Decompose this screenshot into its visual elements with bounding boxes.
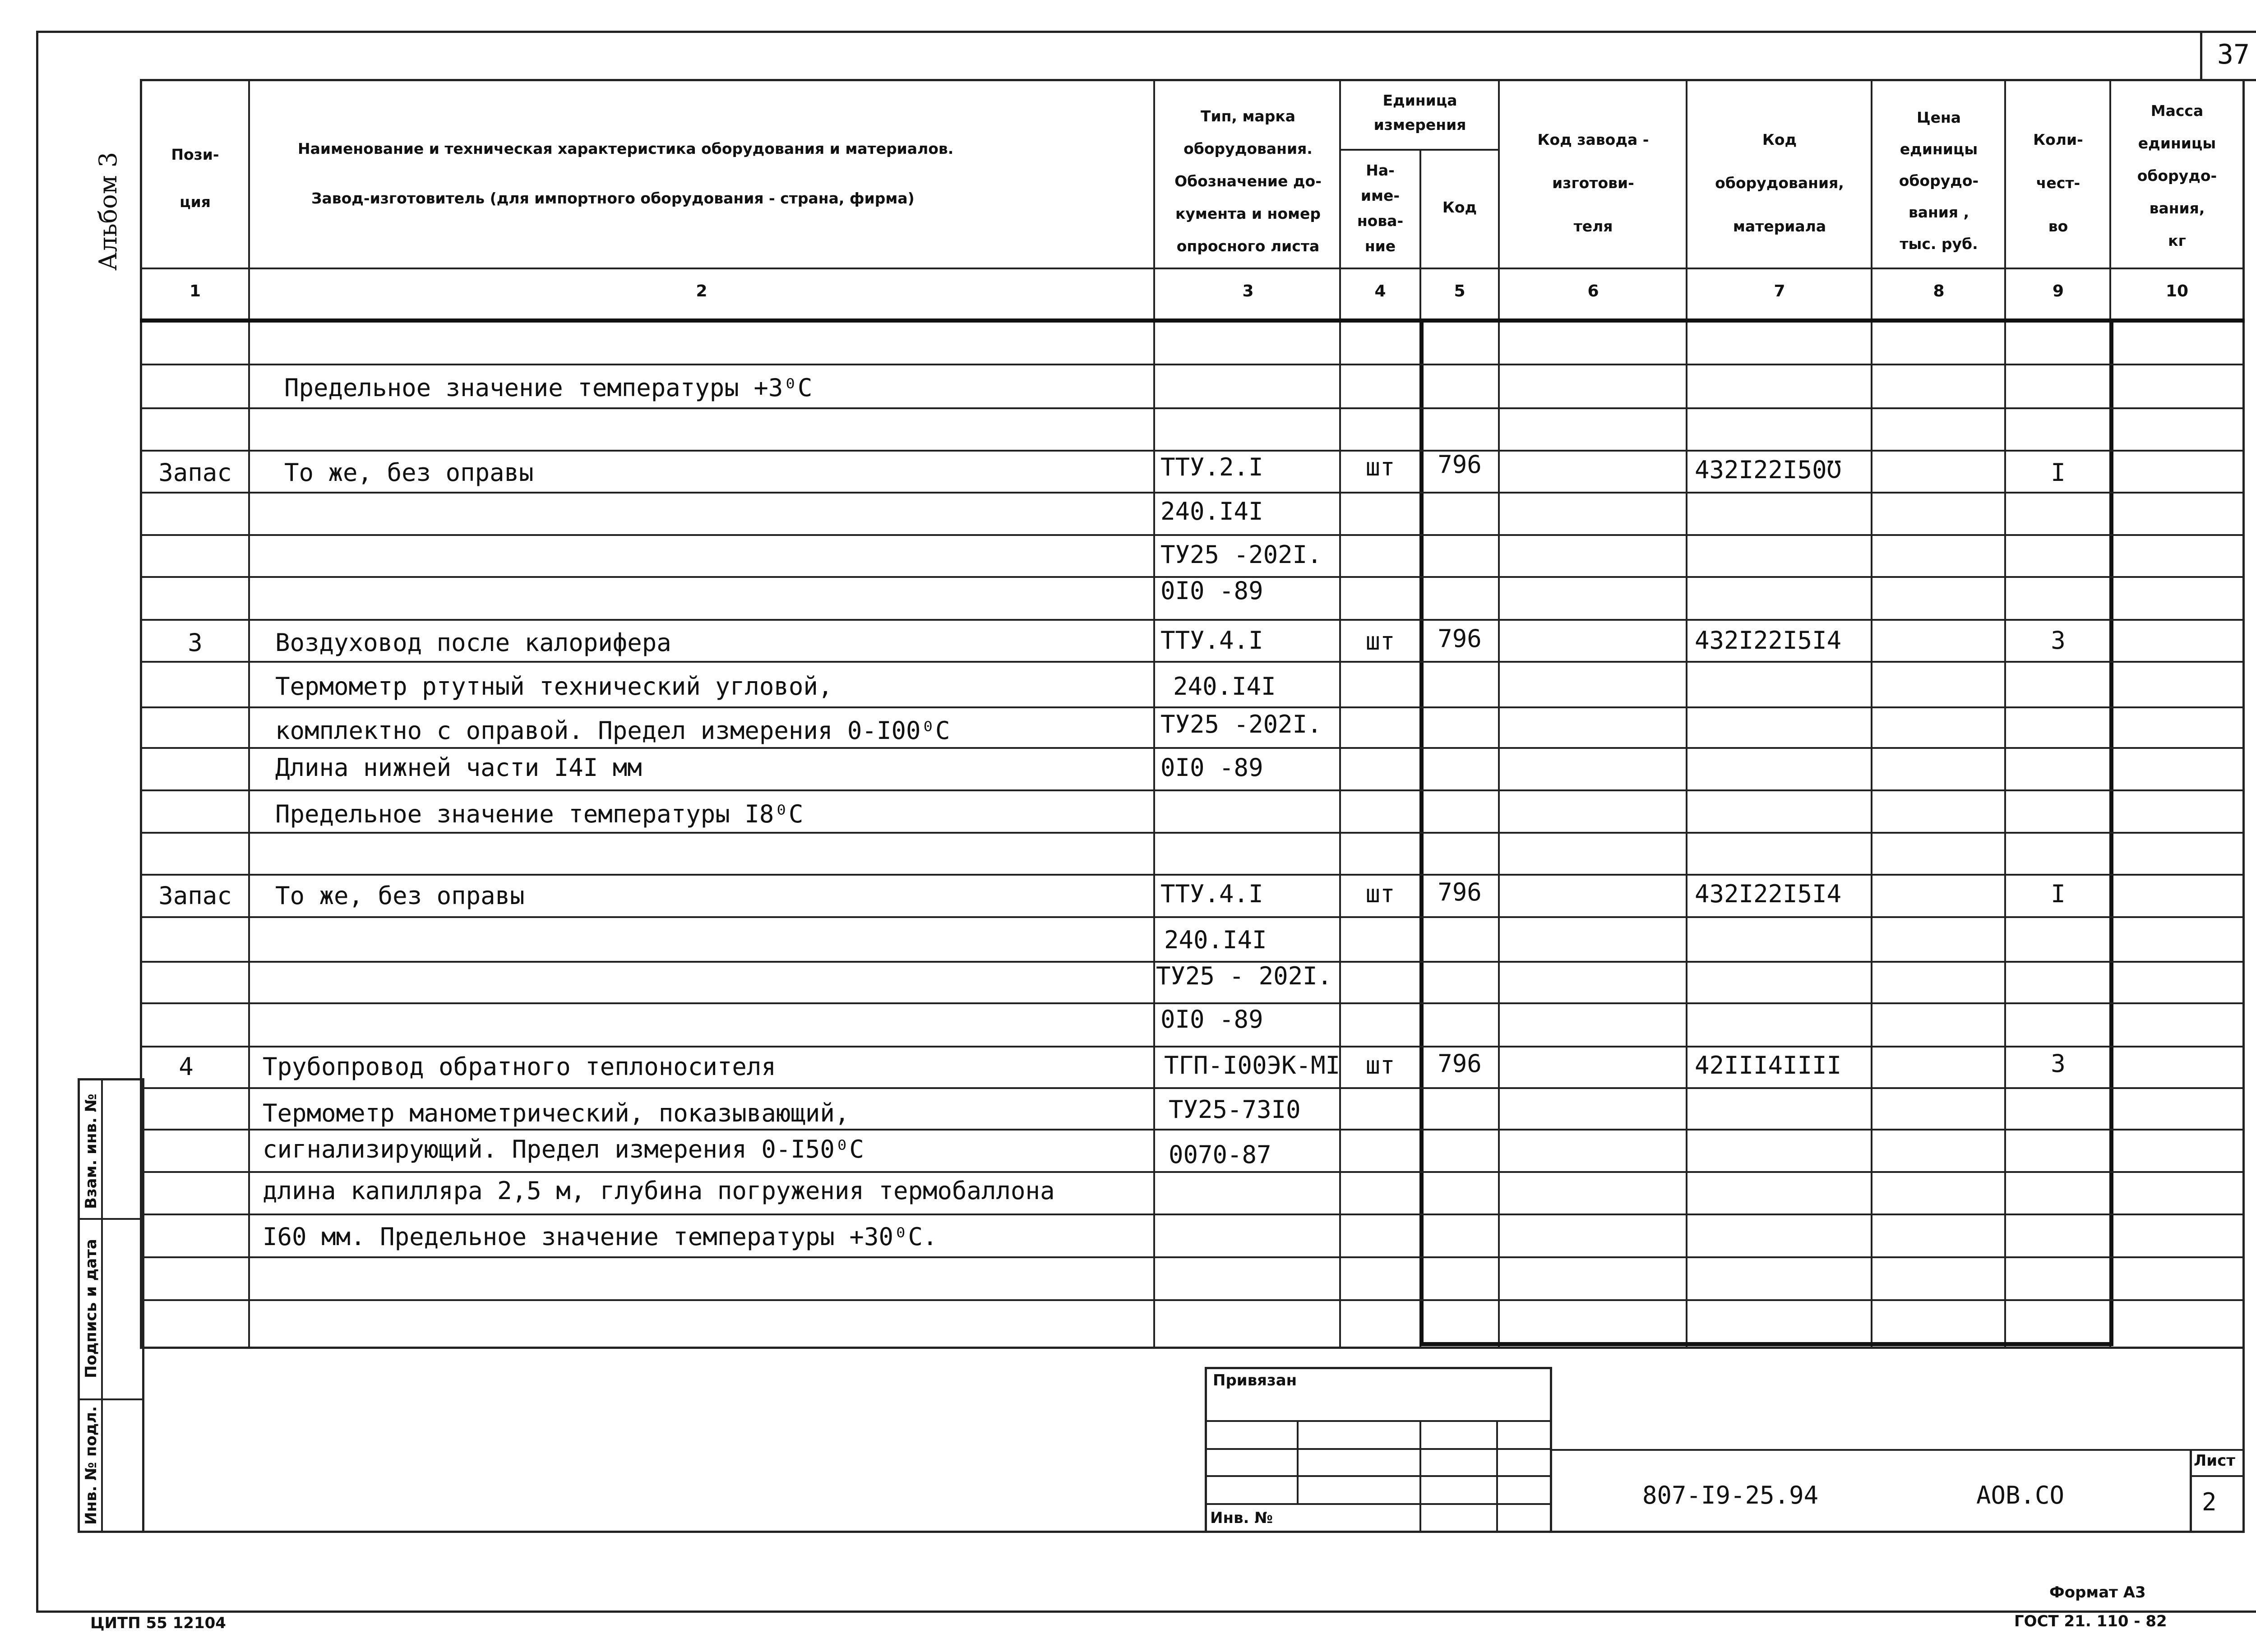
header-text: единицы (2138, 134, 2216, 152)
row-line (140, 492, 2245, 494)
row-type: ТТУ.4.I (1160, 880, 1263, 908)
row-type: ТТУ.2.I (1160, 453, 1263, 481)
sheet-box-line (2190, 1475, 2245, 1477)
inv-no-label: Инв. № (1210, 1509, 1273, 1527)
header-text: опросного листа (1176, 237, 1320, 255)
col-line (1498, 79, 1500, 1349)
header-text: Пози- (171, 146, 219, 163)
row-line (140, 619, 2245, 621)
row-line (140, 1087, 2245, 1089)
title-block-line (1205, 1448, 1552, 1450)
col-number: 10 (2165, 282, 2189, 300)
album-label: Альбом 3 (94, 152, 122, 271)
sheet-number: 2 (2202, 1488, 2217, 1516)
header-col1 (144, 131, 246, 226)
row-type: ТУ25 -202I. (1160, 540, 1322, 569)
row-name: Трубопровод обратного теплоносителя (263, 1052, 776, 1081)
row-type: ТУ25 - 202I. (1156, 962, 1332, 990)
row-line (140, 1256, 2245, 1258)
sheet-label: Лист (2194, 1452, 2235, 1470)
header-col2 (253, 124, 1151, 223)
header-text: Цена (1916, 109, 1961, 126)
header-text: Коли- (2033, 131, 2083, 148)
row-name: Предельное значение температуры I8⁰C (275, 800, 804, 828)
row-name: длина капилляра 2,5 м, глубина погружения термобаллона (263, 1177, 1055, 1205)
row-material-code: 432I22I50Ʊ (1695, 456, 1842, 484)
side-label-inv-podl: Инв. № подл. (82, 1406, 100, 1525)
row-line (140, 1299, 2245, 1301)
title-block-line (1419, 1420, 1421, 1533)
title-block-line (1552, 1449, 2245, 1451)
col-number: 6 (1587, 282, 1599, 300)
header-col3 (1158, 100, 1338, 263)
header-text: Завод-изготовитель (для импортного оборудования - страна, фирма) (311, 189, 915, 207)
row-quantity: 3 (2051, 626, 2066, 655)
thick-line (1419, 1342, 2113, 1346)
col-number: 9 (2052, 282, 2064, 300)
row-line (140, 1002, 2245, 1004)
row-code: 796 (1438, 450, 1482, 479)
row-type: ТГП-I00ЭК-МI (1164, 1051, 1341, 1080)
col-line (1153, 79, 1155, 1349)
header-text: Тип, марка (1201, 107, 1295, 125)
header-col8 (1873, 102, 2004, 260)
header-text: единицы (1900, 140, 1978, 158)
col-line (2004, 79, 2006, 1349)
row-name: комплектно с оправой. Предел измерения 0-I00⁰C (275, 716, 950, 745)
header-text: ция (180, 193, 211, 211)
header-text: материала (1733, 217, 1826, 235)
side-stamp-line (101, 1078, 103, 1533)
row-line (140, 268, 2245, 269)
row-material-code: 42III4IIII (1695, 1051, 1842, 1080)
title-block-line (1205, 1420, 1552, 1422)
header-text: вания , (1908, 203, 1969, 221)
row-line (1339, 149, 1498, 151)
title-block-line (1205, 1475, 1552, 1477)
title-block (144, 1347, 2245, 1533)
col-number: 4 (1374, 282, 1386, 300)
set-code: АОВ.СО (1976, 1481, 2065, 1509)
row-type: 0I0 -89 (1160, 753, 1263, 782)
row-type: 240.I4I (1164, 926, 1267, 954)
header-text: изготови- (1552, 174, 1634, 192)
header-unit (1342, 88, 1498, 137)
privyazan-label: Привязан (1213, 1371, 1297, 1389)
header-text: На- (1366, 162, 1395, 179)
row-line (140, 364, 2245, 365)
col-number: 5 (1454, 282, 1465, 300)
row-name: I60 мм. Предельное значение температуры +30⁰C. (263, 1223, 938, 1251)
col-number: 7 (1774, 282, 1785, 300)
header-text: кг (2168, 232, 2186, 249)
header-col10 (2112, 95, 2242, 257)
col-line (1871, 79, 1872, 1349)
row-unit: шт (1365, 453, 1395, 481)
title-block-line (1297, 1420, 1299, 1503)
header-text: Единица (1382, 92, 1457, 109)
header-text: име- (1360, 187, 1400, 204)
row-quantity: I (2051, 880, 2066, 908)
row-name: Термометр манометрический, показывающий, (263, 1099, 850, 1127)
col-line (1686, 79, 1687, 1349)
row-quantity: I (2051, 458, 2066, 487)
page-number: 37 (2217, 39, 2250, 70)
header-text: Наименование и техническая характеристика оборудования и материалов. (298, 140, 954, 157)
row-unit: шт (1365, 880, 1395, 908)
row-material-code: 432I22I5I4 (1695, 626, 1842, 655)
header-text: оборудования, (1715, 174, 1844, 192)
header-text: оборудования. (1183, 140, 1313, 157)
row-line (140, 534, 2245, 536)
header-text: тыс. руб. (1900, 235, 1978, 253)
row-line (140, 747, 2245, 749)
footer-left: ЦИТП 55 12104 (90, 1614, 226, 1632)
header-col4 (1342, 158, 1419, 259)
row-type: ТТУ.4.I (1160, 626, 1263, 655)
header-text: оборудо- (2137, 167, 2217, 185)
col-number: 2 (696, 282, 707, 300)
header-text: Обозначение до- (1174, 172, 1322, 190)
row-type: 0I0 -89 (1160, 1005, 1263, 1034)
row-line (140, 1129, 2245, 1131)
header-text: измерения (1373, 116, 1466, 134)
row-line (140, 916, 2245, 918)
header-text: Код (1762, 131, 1797, 148)
col-number: 3 (1242, 282, 1254, 300)
row-type: ТУ25 -202I. (1160, 710, 1322, 738)
row-line (140, 1214, 2245, 1215)
row-line (140, 450, 2245, 452)
header-text: нова- (1357, 212, 1404, 230)
row-position: 4 (179, 1052, 194, 1081)
row-line (140, 832, 2245, 834)
header-col7 (1688, 118, 1871, 248)
footer-format: Формат А3 (2049, 1583, 2146, 1601)
doc-code: 807-I9-25.94 (1642, 1481, 1819, 1509)
row-type: ТУ25-73I0 (1169, 1095, 1301, 1124)
header-text: вания, (2149, 199, 2205, 217)
row-position: 3 (188, 628, 203, 657)
row-name: Термометр ртутный технический угловой, (275, 672, 833, 701)
row-line (140, 1171, 2245, 1173)
row-code: 796 (1438, 624, 1482, 653)
col-line (248, 79, 250, 1349)
row-unit: шт (1365, 627, 1395, 655)
header-text: чест- (2036, 174, 2080, 192)
row-type: 240.I4I (1160, 497, 1263, 526)
header-text: оборудо- (1899, 172, 1979, 189)
header-text: Масса (2150, 102, 2204, 120)
title-block-line (1496, 1420, 1498, 1533)
row-line (140, 789, 2245, 791)
row-name: То же, без оправы (275, 881, 525, 910)
title-block-line (1205, 1503, 1552, 1505)
row-line (140, 874, 2245, 876)
row-name: сигнализирующий. Предел измерения 0-I50⁰C (263, 1135, 864, 1163)
header-col5: Код (1442, 198, 1477, 216)
col-number: 1 (189, 282, 201, 300)
header-text: ние (1364, 237, 1396, 255)
row-line (140, 318, 2245, 323)
row-position: Запас (158, 881, 232, 910)
row-quantity: 3 (2051, 1049, 2066, 1078)
privyazan-box (1205, 1367, 1552, 1533)
row-name: То же, без оправы (284, 458, 534, 487)
header-col9 (2007, 118, 2109, 248)
header-text: во (2048, 217, 2068, 235)
header-text: теля (1573, 217, 1613, 235)
row-unit: шт (1365, 1051, 1395, 1080)
side-label-podpis: Подпись и дата (82, 1239, 100, 1378)
row-type: 240.I4I (1173, 672, 1276, 701)
row-type: 0070-87 (1169, 1140, 1271, 1169)
row-line (140, 407, 2245, 409)
row-line (140, 1046, 2245, 1047)
row-line (140, 706, 2245, 708)
header-col6 (1501, 118, 1686, 248)
row-type: 0I0 -89 (1160, 577, 1263, 605)
row-name: Предельное значение температуры +3⁰C (284, 374, 813, 402)
row-position: Запас (158, 458, 232, 487)
footer-gost: ГОСТ 21. 110 - 82 (2014, 1612, 2167, 1630)
col-line (1339, 79, 1341, 1349)
col-number: 8 (1933, 282, 1945, 300)
side-label-vzam: Взам. инв. № (82, 1094, 100, 1209)
row-name: Воздуховод после калорифера (275, 628, 671, 657)
row-name: Длина нижней части I4I мм (275, 753, 642, 782)
row-line (140, 661, 2245, 663)
row-material-code: 432I22I5I4 (1695, 880, 1842, 908)
side-stamp-line (78, 1398, 144, 1400)
row-code: 796 (1438, 1049, 1482, 1078)
header-text: кумента и номер (1175, 205, 1321, 222)
row-code: 796 (1438, 878, 1482, 906)
header-text: Код завода - (1537, 131, 1649, 148)
side-stamp-line (78, 1218, 144, 1220)
